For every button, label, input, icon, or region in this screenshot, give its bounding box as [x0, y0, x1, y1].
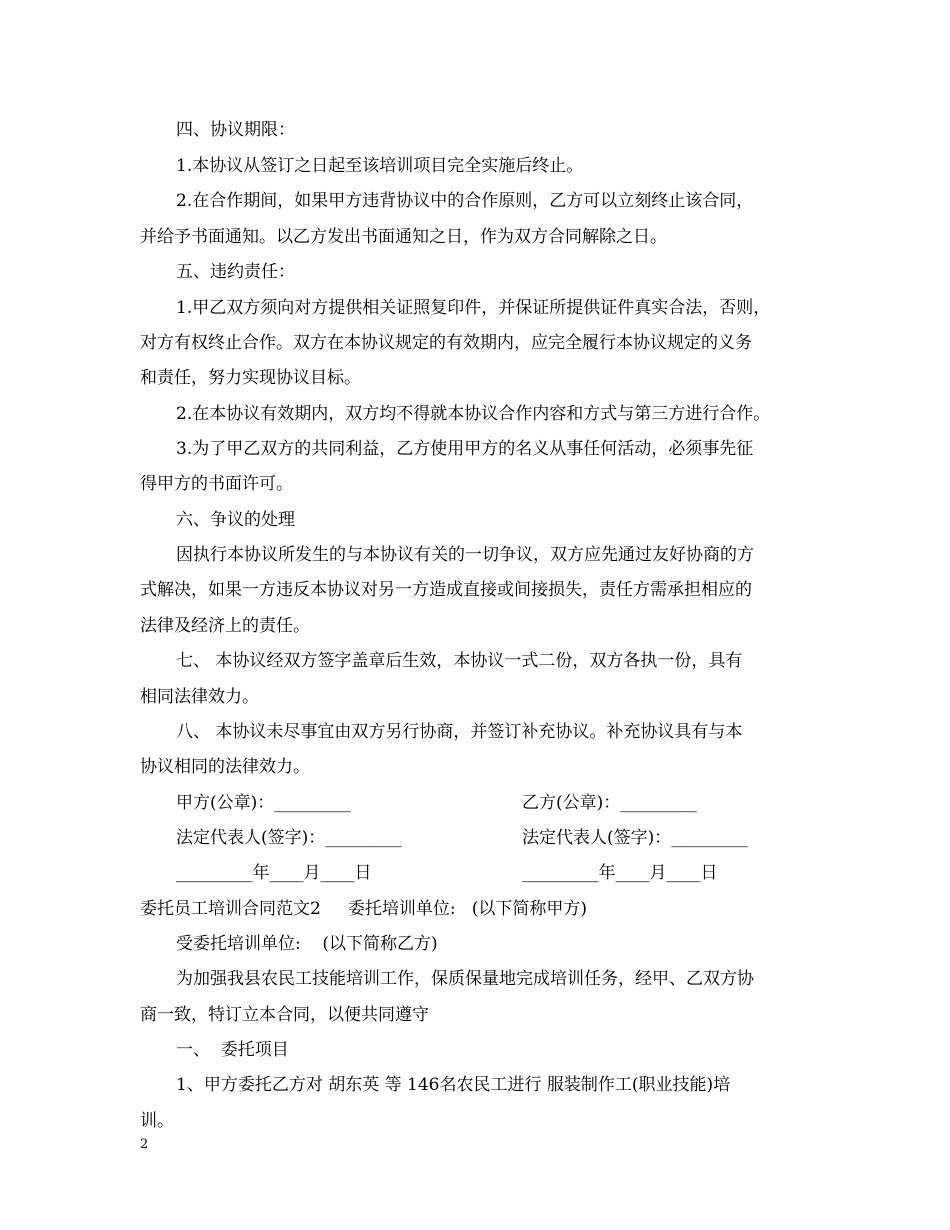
- section-6-heading: 六、争议的处理: [176, 510, 295, 530]
- section-5-heading: 五、违约责任：: [176, 262, 295, 282]
- page-number: 2: [140, 1137, 149, 1152]
- section-1-heading: 一、 委托项目: [176, 1040, 289, 1060]
- paragraph-line: 1、甲方委托乙方对 胡东英 等 146名农民工进行 服装制作工(职业技能)培: [176, 1075, 731, 1095]
- paragraph-line: 法律及经济上的责任。: [140, 616, 310, 636]
- paragraph-line: 为加强我县农民工技能培训工作，保质保量地完成培训任务，经甲、乙双方协: [176, 969, 754, 989]
- paragraph-line: 1.本协议从签订之日起至该培训项目完全实施后终止。: [176, 156, 584, 176]
- paragraph-line: 相同法律效力。: [140, 687, 259, 707]
- paragraph-line: 协议相同的法律效力。: [140, 757, 310, 777]
- paragraph-line: 式解决，如果一方违反本协议对另一方造成直接或间接损失，责任方需承担相应的: [140, 580, 752, 600]
- party-a-date: _________年____月____日: [176, 863, 372, 883]
- party-a-seal: 甲方(公章)：_________: [176, 793, 351, 813]
- paragraph-line: 并给予书面通知。以乙方发出书面通知之日，作为双方合同解除之日。: [140, 227, 667, 247]
- paragraph-line: 商一致，特订立本合同，以便共同遵守: [140, 1005, 429, 1025]
- party-b-representative: 法定代表人(签字)：_________: [522, 828, 748, 848]
- party-b-seal: 乙方(公章)：_________: [522, 793, 697, 813]
- paragraph-line: 对方有权终止合作。双方在本协议规定的有效期内，应完全履行本协议规定的义务: [140, 333, 752, 353]
- section-8-line: 八、 本协议未尽事宜由双方另行协商，并签订补充协议。补充协议具有与本: [176, 722, 743, 742]
- party-a-representative: 法定代表人(签字)：_________: [176, 828, 402, 848]
- party-b-date: _________年____月____日: [522, 863, 718, 883]
- second-contract-title: 委托员工培训合同范文2 委托培训单位: (以下简称甲方): [140, 899, 588, 919]
- paragraph-line: 2.在合作期间，如果甲方违背协议中的合作原则，乙方可以立刻终止该合同，: [176, 191, 754, 211]
- section-4-heading: 四、协议期限：: [176, 120, 295, 140]
- trainee-unit-line: 受委托培训单位: (以下简称乙方): [176, 934, 438, 954]
- paragraph-line: 和责任，努力实现协议目标。: [140, 368, 361, 388]
- paragraph-line: 因执行本协议所发生的与本协议有关的一切争议，双方应先通过友好协商的方: [176, 545, 754, 565]
- paragraph-line: 3.为了甲乙双方的共同利益，乙方使用甲方的名义从事任何活动，必须事先征: [176, 439, 754, 459]
- section-7-line: 七、 本协议经双方签字盖章后生效，本协议一式二份，双方各执一份，具有: [176, 651, 743, 671]
- paragraph-line: 得甲方的书面许可。: [140, 474, 293, 494]
- paragraph-line: 训。: [140, 1111, 174, 1131]
- paragraph-line: 1.甲乙双方须向对方提供相关证照复印件，并保证所提供证件真实合法，否则，: [176, 298, 771, 318]
- paragraph-line: 2.在本协议有效期内，双方均不得就本协议合作内容和方式与第三方进行合作。: [176, 404, 771, 424]
